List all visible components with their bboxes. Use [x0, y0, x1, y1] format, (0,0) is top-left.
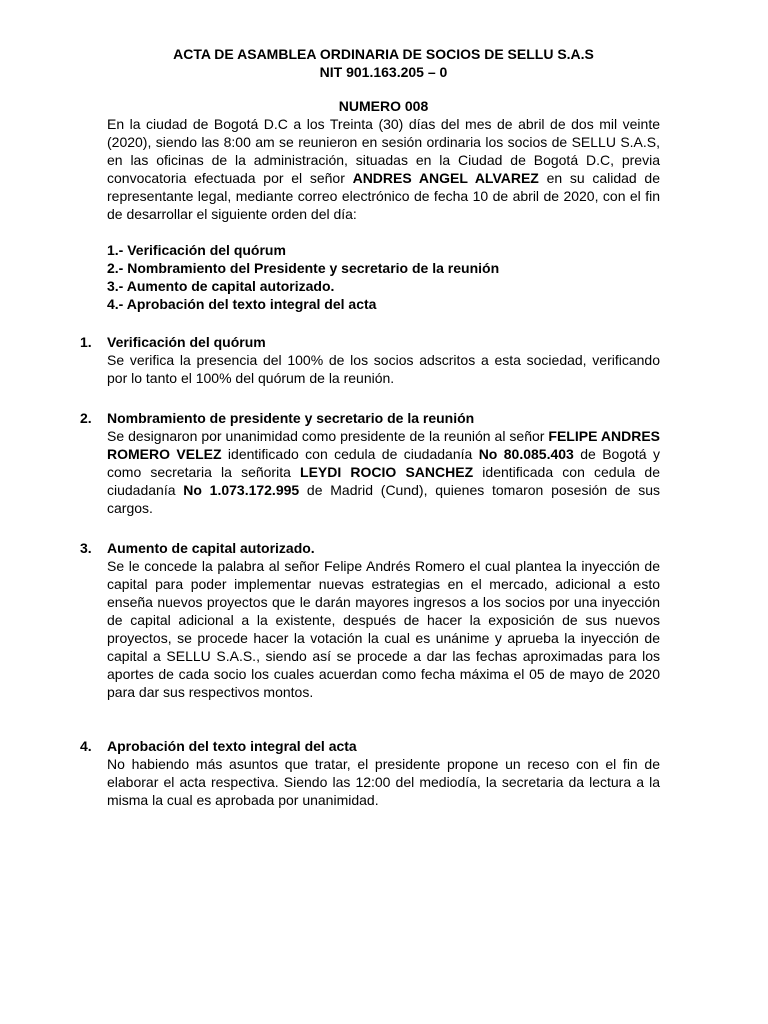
- section-heading: Nombramiento de presidente y secretario de la reunión: [107, 410, 475, 426]
- agenda-item: 3.- Aumento de capital autorizado.: [107, 278, 335, 294]
- section-body: Se le concede la palabra al señor Felipe Andrés Romero el cual plantea la inyección de capital para poder implementar nuevas estrategias en el mercado, adicional a esto enseña nuevos proyectos que le darán mayores ingresos a los socios por una inyección de capital adicional a la existente, después de hacer la exposición de sus nuevos proyectos, se procede hacer la votación la cual es unánime y aprueba la inyección de capital a SELLU S.A.S., siendo así se procede a dar las fechas aproximadas para los aportes de cada socio los cuales acuerdan como fecha máxima el 05 de mayo de 2020 para dar sus respectivos montos.: [107, 558, 660, 700]
- section-heading: Aumento de capital autorizado.: [107, 540, 315, 556]
- secretary-id: No 1.073.172.995: [183, 482, 300, 498]
- body-text: de Bogotá y como secretaria la señorita: [107, 446, 660, 480]
- agenda-list: [107, 241, 660, 313]
- document-header: [107, 45, 660, 81]
- section-approval: [80, 737, 660, 809]
- document-title: ACTA DE ASAMBLEA ORDINARIA DE SOCIOS DE SELLU S.A.S: [173, 46, 594, 62]
- section-appointment: [80, 409, 660, 517]
- section-number: 2.: [80, 410, 92, 426]
- body-text: identificada con cedula de ciudadanía: [107, 464, 660, 498]
- intro-text-2: en su calidad de representante legal, mediante correo electrónico de fecha 10 de abril de 2020, con el fin de desarrollar el siguiente orden del día:: [107, 170, 660, 222]
- section-capital: [80, 539, 660, 701]
- president-id: No 80.085.403: [478, 446, 574, 462]
- section-number: 4.: [80, 738, 92, 754]
- section-number: 3.: [80, 540, 92, 556]
- document-number: NUMERO 008: [338, 98, 429, 114]
- agenda-item: 1.- Verificación del quórum: [107, 242, 286, 258]
- president-name: FELIPE ANDRES ROMERO VELEZ: [107, 428, 660, 462]
- body-text: de Madrid (Cund), quienes tomaron posesión de sus cargos.: [107, 482, 660, 516]
- section-body: Se verifica la presencia del 100% de los socios adscritos a esta sociedad, verificando por lo tanto el 100% del quórum de la reunión.: [107, 352, 660, 386]
- agenda-item: 2.- Nombramiento del Presidente y secretario de la reunión: [107, 260, 500, 276]
- section-number: 1.: [80, 334, 92, 350]
- body-text: Se designaron por unanimidad como presidente de la reunión al señor: [107, 428, 549, 444]
- secretary-name: LEYDI ROCIO SANCHEZ: [300, 464, 474, 480]
- body-text: identificado con cedula de ciudadanía: [221, 446, 479, 462]
- agenda-item: 4.- Aprobación del texto integral del acta: [107, 296, 377, 312]
- section-heading: Verificación del quórum: [107, 334, 266, 350]
- section-quorum: [80, 333, 660, 387]
- nit-line: NIT 901.163.205 – 0: [319, 64, 448, 80]
- intro-paragraph: [107, 115, 660, 223]
- intro-rep-name: ANDRES ANGEL ALVAREZ: [352, 170, 539, 186]
- section-heading: Aprobación del texto integral del acta: [107, 738, 357, 754]
- document-page: [80, 45, 660, 809]
- intro-text-1: En la ciudad de Bogotá D.C a los Treinta (30) días del mes de abril de dos mil veinte (2020), siendo las 8:00 am se reunieron en sesión ordinaria los socios de SELLU S.A.S, en las oficinas de la administración, situadas en la Ciudad de Bogotá D.C, previa convocatoria efectuada por el señor: [107, 116, 660, 186]
- section-body: [107, 427, 660, 517]
- section-body: No habiendo más asuntos que tratar, el presidente propone un receso con el fin de elaborar el acta respectiva. Siendo las 12:00 del mediodía, la secretaria da lectura a la misma la cual es aprobada por unanimidad.: [107, 756, 660, 808]
